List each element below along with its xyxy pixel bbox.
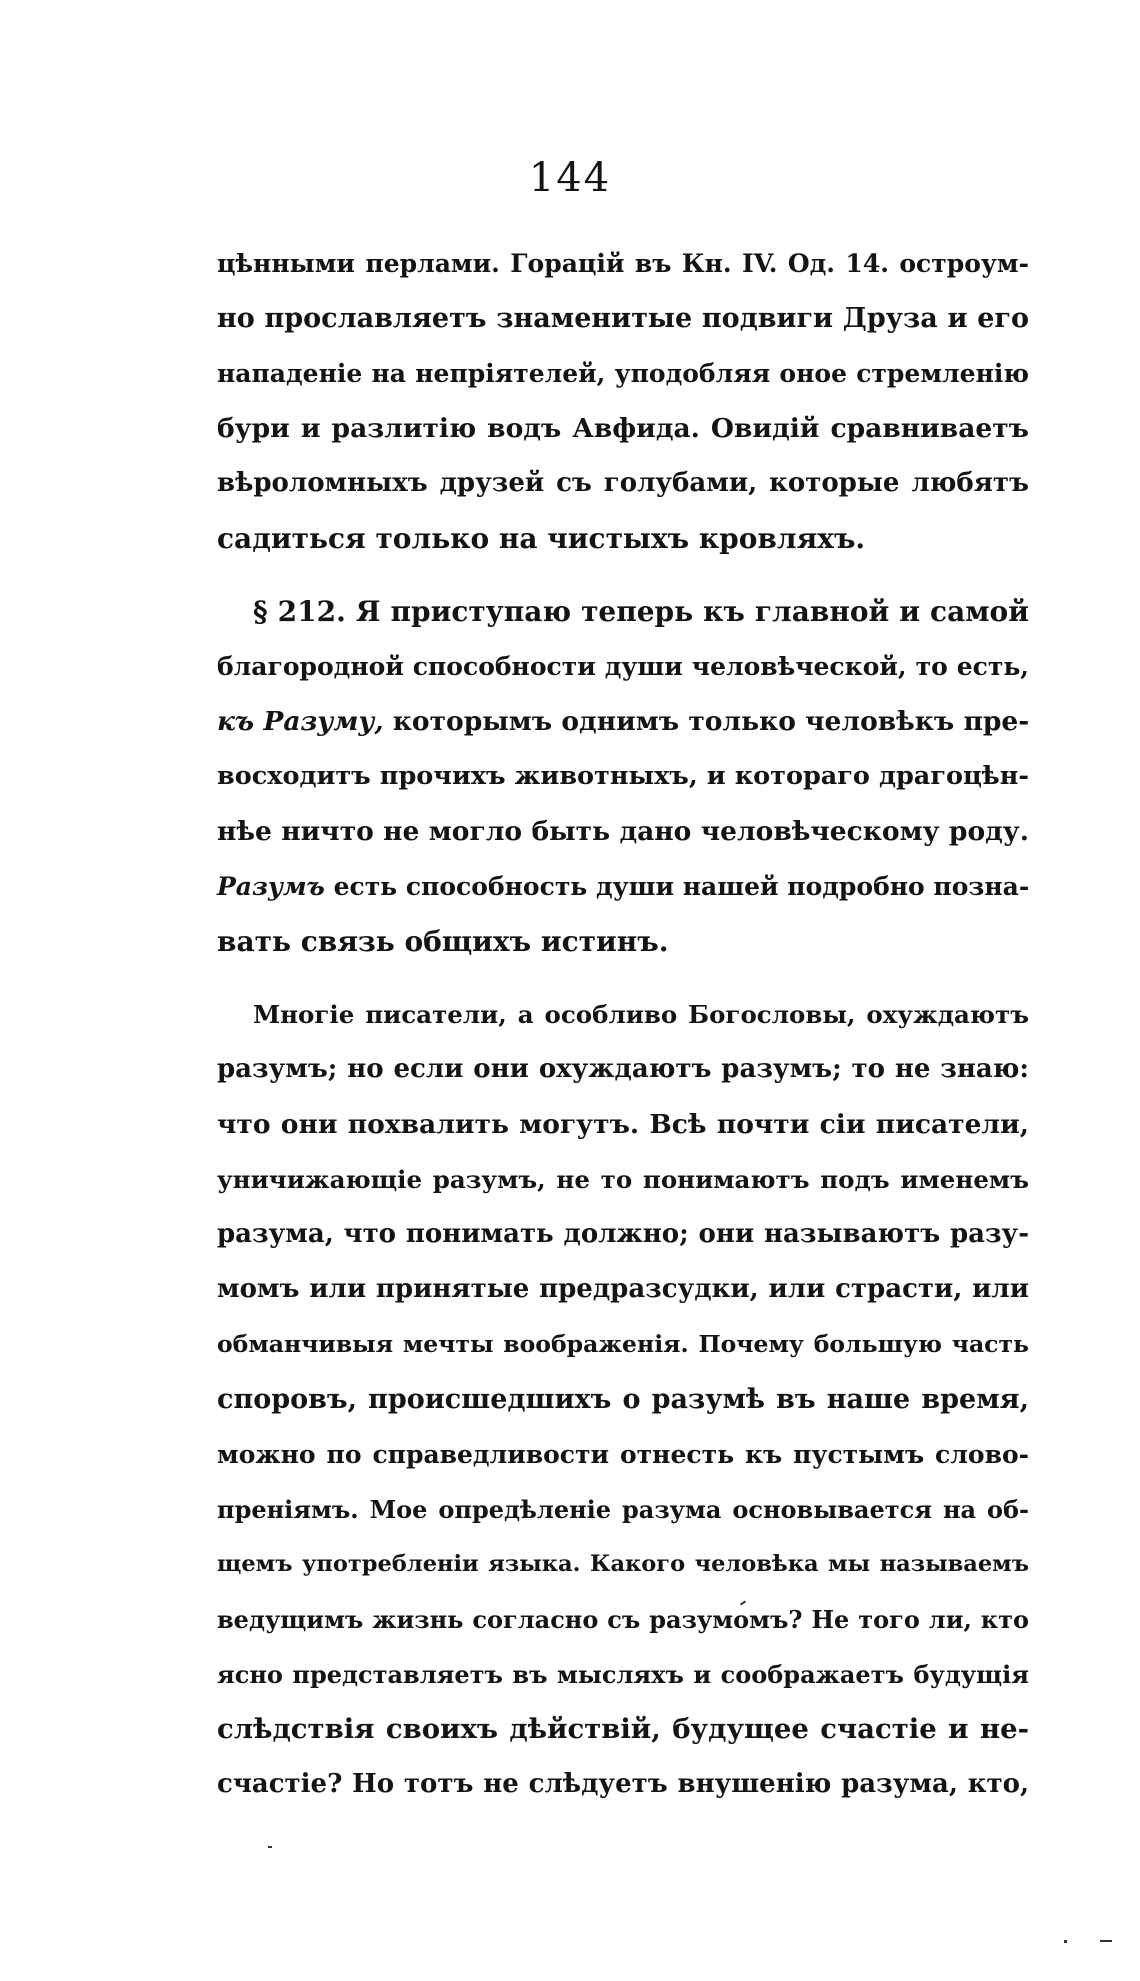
text-line: вѣроломныхъ друзей съ голубами, которые любятъ <box>217 468 1029 498</box>
paragraph-2 <box>217 584 1029 969</box>
text-line: ведущимъ жизнь согласно съ разумомъ? Не того ли, кто <box>217 1605 1029 1634</box>
text-line: слѣдствія своихъ дѣйствій, будущее счастіе и не- <box>217 1713 1029 1745</box>
text-line: цѣнными перлами. Горацій въ Кн. IV. Од. 14. остроум- <box>217 249 1029 278</box>
text-line: ясно представляетъ въ мысляхъ и соображаетъ будущія <box>217 1660 1029 1689</box>
text-line: нѣе ничто не могло быть дано человѣческому роду. <box>217 816 1029 847</box>
text-line: можно по справедливости отнесть къ пустымъ слово- <box>217 1440 1029 1469</box>
body-text <box>217 236 1029 1812</box>
page-number: 144 <box>528 155 612 201</box>
text-line: момъ или принятые предразсудки, или страсти, или <box>217 1274 1029 1304</box>
text-line: уничижающіе разумъ, не то понимаютъ подъ именемъ <box>217 1165 1029 1194</box>
text-line: Разумъ есть способность души нашей подробно позна- <box>217 872 1030 901</box>
text-line: Многіе писатели, а особливо Богословы, охуждаютъ <box>253 1000 1029 1029</box>
paragraph-gap <box>217 566 1029 584</box>
text-line: счастіе? Но тотъ не слѣдуетъ внушенію разума, кто, <box>217 1769 1029 1799</box>
text-line: нападеніе на непріятелей, уподобляя оное стремленію <box>217 359 1029 388</box>
text-line: вать связь общихъ истинъ. <box>217 925 669 958</box>
text-line: преніямъ. Мое опредѣленіе разума основывается на об- <box>217 1495 1029 1524</box>
scan-speck <box>268 1846 272 1848</box>
text-line: садиться только на чистыхъ кровляхъ. <box>217 522 866 555</box>
paragraph-3 <box>217 987 1029 1812</box>
text-line: споровъ, происшедшихъ о разумѣ въ наше время, <box>217 1384 1029 1415</box>
text-line: разумъ; но если они охуждаютъ разумъ; то не знаю: <box>217 1054 1029 1084</box>
text-line: но прославляетъ знаменитые подвиги Друза и его <box>217 303 1029 334</box>
italic-term: къ Разуму, <box>217 706 384 737</box>
text-line: восходитъ прочихъ животныхъ, и котораго драгоцѣн- <box>217 761 1029 791</box>
paragraph-1 <box>217 236 1029 566</box>
text-line: бури и разлитію водъ Авфида. Овидій сравниваетъ <box>217 413 1029 444</box>
scan-speck <box>1100 1940 1112 1942</box>
text-line: § 212. Я приступаю теперь къ главной и самой <box>253 595 1029 628</box>
text-line: обманчивыя мечты воображенія. Почему большую часть <box>217 1330 1029 1358</box>
text-line: къ Разуму, которымъ однимъ только человѣкъ пре- <box>217 706 1030 737</box>
text-line: щемъ употребленіи языка. Какого человѣка мы называемъ <box>217 1551 1029 1577</box>
italic-term: Разумъ <box>217 872 325 901</box>
text-line: что они похвалить могутъ. Всѣ почти сіи писатели, <box>217 1109 1029 1140</box>
paragraph-gap <box>217 969 1029 987</box>
text-line: благородной способности души человѣческой, то есть, <box>217 652 1029 681</box>
text-line: разума, что понимать должно; они называютъ разу- <box>217 1219 1029 1249</box>
scan-speck <box>1064 1940 1067 1943</box>
